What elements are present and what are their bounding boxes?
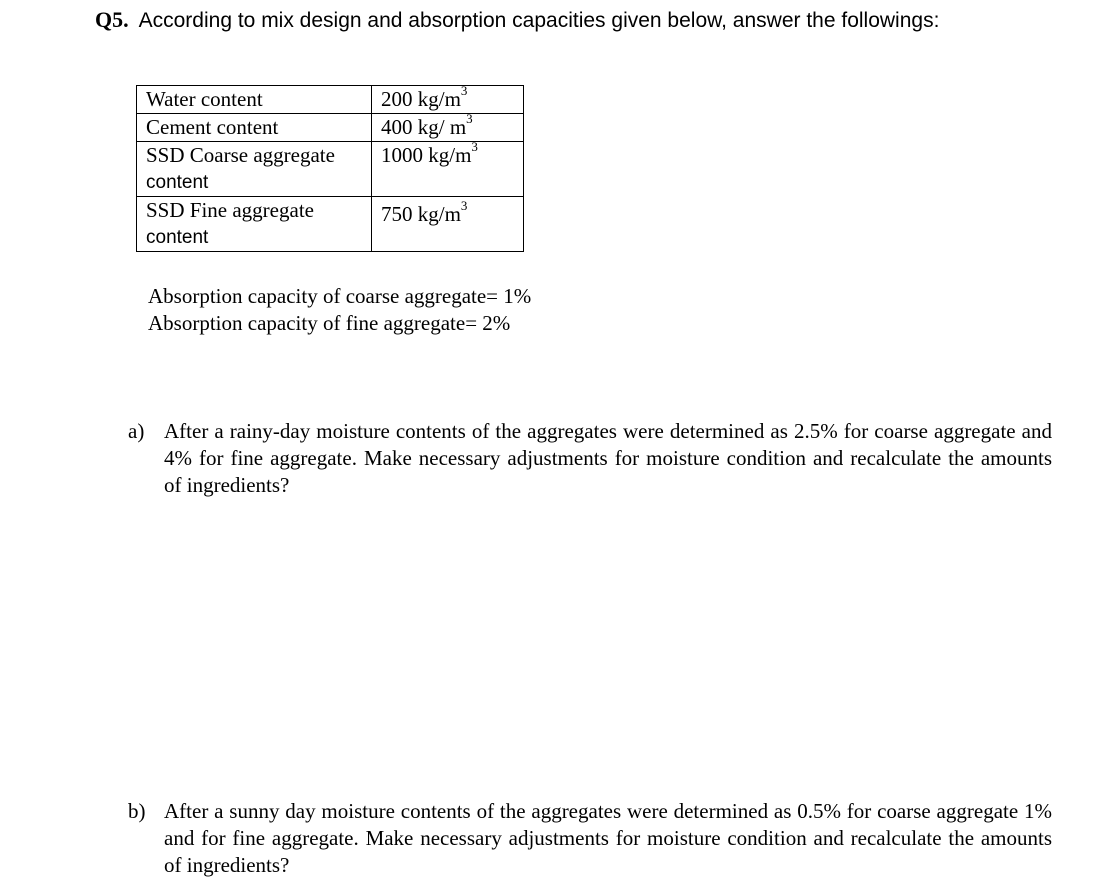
label-text: SSD Fine aggregate	[146, 198, 314, 222]
table-row	[137, 197, 524, 252]
label-text: Water content	[146, 87, 263, 111]
part-a-marker: a)	[128, 419, 145, 443]
table-row	[137, 86, 524, 114]
question-number: Q5.	[95, 7, 129, 32]
label-text: SSD Coarse aggregate	[146, 143, 335, 167]
value-text: 750 kg/m	[381, 202, 461, 226]
label-text-cont: content	[146, 172, 209, 193]
absorption-fine: Absorption capacity of fine aggregate= 2%	[148, 311, 511, 335]
label-text: Cement content	[146, 115, 279, 139]
superscript: 3	[460, 198, 468, 213]
absorption-capacities	[148, 283, 531, 337]
row-label-cement	[137, 114, 372, 142]
superscript: 3	[460, 83, 468, 98]
question-heading	[95, 6, 1095, 35]
value-text: 1000 kg/m	[381, 143, 472, 167]
superscript: 3	[471, 139, 478, 154]
absorption-coarse: Absorption capacity of coarse aggregate= 1%	[148, 284, 532, 308]
row-value-cement	[372, 111, 524, 142]
part-a	[128, 418, 1052, 499]
part-a-text: After a rainy-day moisture contents of the aggregates were determined as 2.5% for coarse aggregate and 4% for fine aggregate. Make necessary adjustments for moisture condition and recalculate the amounts of ingredients?	[164, 419, 1052, 497]
row-value-fine	[372, 197, 524, 252]
row-value-coarse	[372, 139, 524, 197]
row-label-water	[137, 86, 372, 114]
table-row	[137, 114, 524, 142]
value-text: 200 kg/m	[381, 87, 461, 111]
value-text: 400 kg/ m	[381, 115, 467, 139]
table-row	[137, 142, 524, 197]
row-value-water	[372, 83, 524, 114]
part-b	[128, 798, 1052, 879]
question-text: According to mix design and absorption capacities given below, answer the followings:	[138, 9, 940, 32]
row-label-fine	[137, 197, 372, 252]
part-b-marker: b)	[128, 799, 146, 823]
part-b-text: After a sunny day moisture contents of the aggregates were determined as 0.5% for coarse aggregate 1% and for fine aggregate. Make necessary adjustments for moisture condition and recalculate the amounts of ingredients?	[164, 799, 1052, 877]
mix-design-table	[136, 85, 524, 252]
label-text-cont: content	[146, 227, 209, 248]
row-label-coarse	[137, 142, 372, 197]
superscript: 3	[466, 111, 473, 126]
